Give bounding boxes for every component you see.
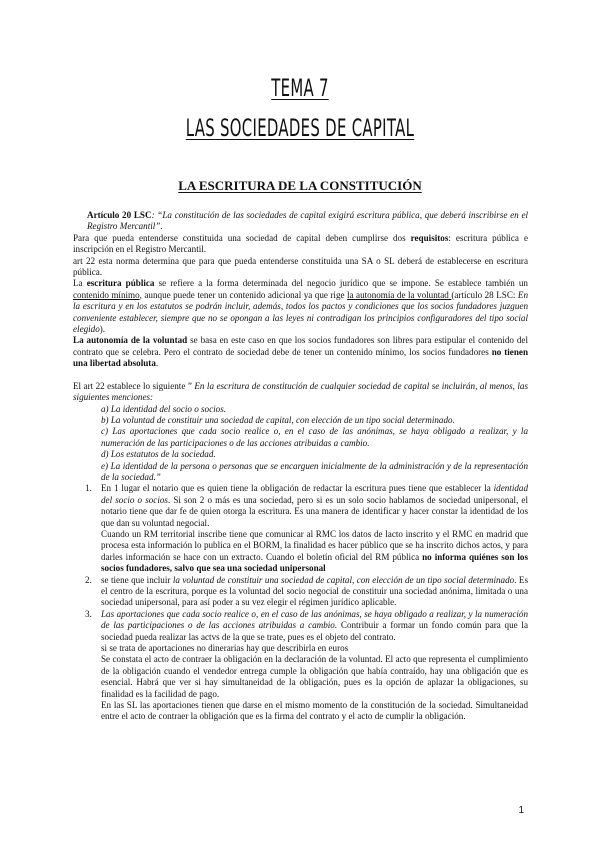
numbered-item-1 [73,483,528,529]
paragraph-article-20 [73,210,528,233]
text: ). [99,324,106,335]
italic-text: c) Las aportaciones que cada socio realice o, en el caso de las anónimas, se haya obligado a realizar, y la numeración de las participaciones o de las acciones atribuidas a cambio. [101,426,528,448]
paragraph-requisitos [73,233,528,256]
numbered-item-3 [73,609,528,643]
text: Contribuir a formar un fondo común para que la sociedad pueda realizar las actvs de la que se trate, pues es el objeto del contrato. [101,620,528,642]
text: se refiere a la forma determinada del negocio jurídico que se impone. Se establece también un [154,278,528,289]
text: . [155,358,159,369]
article-quote: : “La constitución de las sociedades de capital exigirá escritura pública, que deberá inscribirse en el Registro Mercantil”. [87,210,529,232]
italic-text: d) Los estatutos de la sociedad. [101,449,216,460]
underlined-text: la autonomía de la voluntad [347,289,452,300]
numbered-item-3-sl: En las SL las aportaciones tienen que darse en el mismo momento de la constitución de la sociedad. Simultaneidad entre el acto de contraer la obligación que es la firma del contrato y el acto de cumplir la obligación. [101,700,528,722]
bold-text: no tienen una libertad absoluta [73,346,528,369]
bold-text: requisitos [410,232,449,243]
spacer [73,370,528,381]
bold-text: La autonomía de la voluntad [73,335,188,346]
text: . Si son 2 o más es una sociedad, pero si es un solo socio hablamos de sociedad unipersonal, el notario tiene que dar fe de quien otorga la escritura. Es una manera de identificar y hacer constar la identidad de los que dan su voluntad negocial. [101,494,528,528]
section-title: LA ESCRITURA DE LA CONSTITUCIÓN [178,178,422,193]
item-number: 3. [85,608,92,619]
paragraph-autonomia [73,335,528,369]
text: se basa en este caso en que los socios fundadores son libres para estipular el contenido del contrato que se celebra. Pero el contrato de sociedad debe de tener un contenido mínimo, los socios fundadores [73,335,528,357]
bold-text: no informa quiénes son los socios fundadores, salvo que sea una sociedad unipersonal [101,551,528,574]
text: Para que pueda entenderse constituida una sociedad de capital deben cumplirse dos [73,232,411,243]
text: se tiene que incluir [101,574,173,585]
text: La [73,278,87,289]
text: : escritura pública e inscripción en el Registro Mercantil. [73,232,528,255]
list-item-a [73,404,528,415]
list-item-e [73,461,528,484]
italic-text: Las aportaciones que cada socio realice o, en el caso de las anónimas, se haya obligado a realizar, y la numeración de las participaciones o de las acciones atribuidas a cambio. [101,608,528,631]
list-item-b [73,415,528,426]
underlined-text: contenido mínimo [73,289,140,300]
list-item-c [73,426,528,449]
text: . Es el centro de la escritura, porque es la voluntad del socio negocial de constituir una sociedad anónima, limitada o una sociedad unipersonal, para así poder a su vez elegir el régimen jurídico aplicable. [101,574,528,608]
item-number: 1. [85,483,92,494]
item-number: 2. [85,574,92,585]
numbered-item-3-noncash: si se trata de aportaciones no dinerarias hay que describirla en euros [101,643,349,654]
article-ref: Artículo 20 LSC [87,210,152,220]
italic-text: b) La voluntad de constituir una sociedad de capital, con elección de un tipo social determinado. [101,414,455,425]
document-body [73,210,528,723]
paragraph-escritura-publica [73,278,528,335]
paragraph-art-22: art 22 esta norma determina que para que pueda entenderse constituida una SA o SL deberá de establecerse en escritura pública. [73,255,528,278]
paragraph-art-22-list-intro [73,381,528,404]
italic-text: la voluntad de constituir una sociedad de capital, con elección de un tipo social determinado [172,574,515,585]
text: Cuando un RM territorial inscribe tiene que comunicar al RMC los datos de lacto inscrito y el RMC en madrid que procesa esta información lo publica en el BORM, la finalidad es hacer público que se ha inscrito dichos actos, y para darles información se hace con un extracto. Cuando el boletín oficial del RM pública [101,528,528,562]
numbered-item-2 [73,575,528,609]
list-item-d [73,449,528,460]
title-line-1: TEMA 7 [271,74,329,102]
numbered-item-1-cont [73,529,528,575]
title-line-2: LAS SOCIEDADES DE CAPITAL [185,114,415,142]
text: (artículo 28 LSC: [451,289,518,300]
italic-quote: En la escritura de constitución de cualquier sociedad de capital se incluirán, al menos, las siguientes menciones: [73,380,528,403]
italic-text: a) La identidad del socio o socios. [101,403,227,414]
text: El art 22 establece lo siguiente ” [73,380,195,391]
text: , aunque puede tener un contenido adicional ya que rige [139,289,348,300]
text: En 1 lugar el notario que es quien tiene la obligación de redactar la escritura pues tiene que establecer la [101,483,494,494]
italic-text: e) La identidad de la persona o personas que se encarguen inicialmente de la administración y de la representación de la sociedad.” [101,460,528,482]
italic-quote: En la escritura y en los estatutos se podrán incluir, además, todos los pactos y condiciones que los socios fundadores juzguen conveniente establecer, siempre que no se opongan a las leyes ni contradigan los principios configuradores del tipo social elegido [73,289,528,335]
numbered-item-3-obligation: Se constata el acto de contraer la obligación en la declaración de la voluntad. El acto que representa el cumplimiento de la obligación cuando el vendedor entrega cumple la obligación que había contraído, hay una obligación que es esencial. Habrá que ver si hay simultaneidad de la obligación, pues es la opción de aplazar la obligaciones, su finalidad es la facilidad de pago. [101,654,528,699]
page-number: 1 [518,805,524,816]
italic-text: identidad del socio o socios [101,483,528,505]
bold-text: escritura pública [86,278,155,289]
